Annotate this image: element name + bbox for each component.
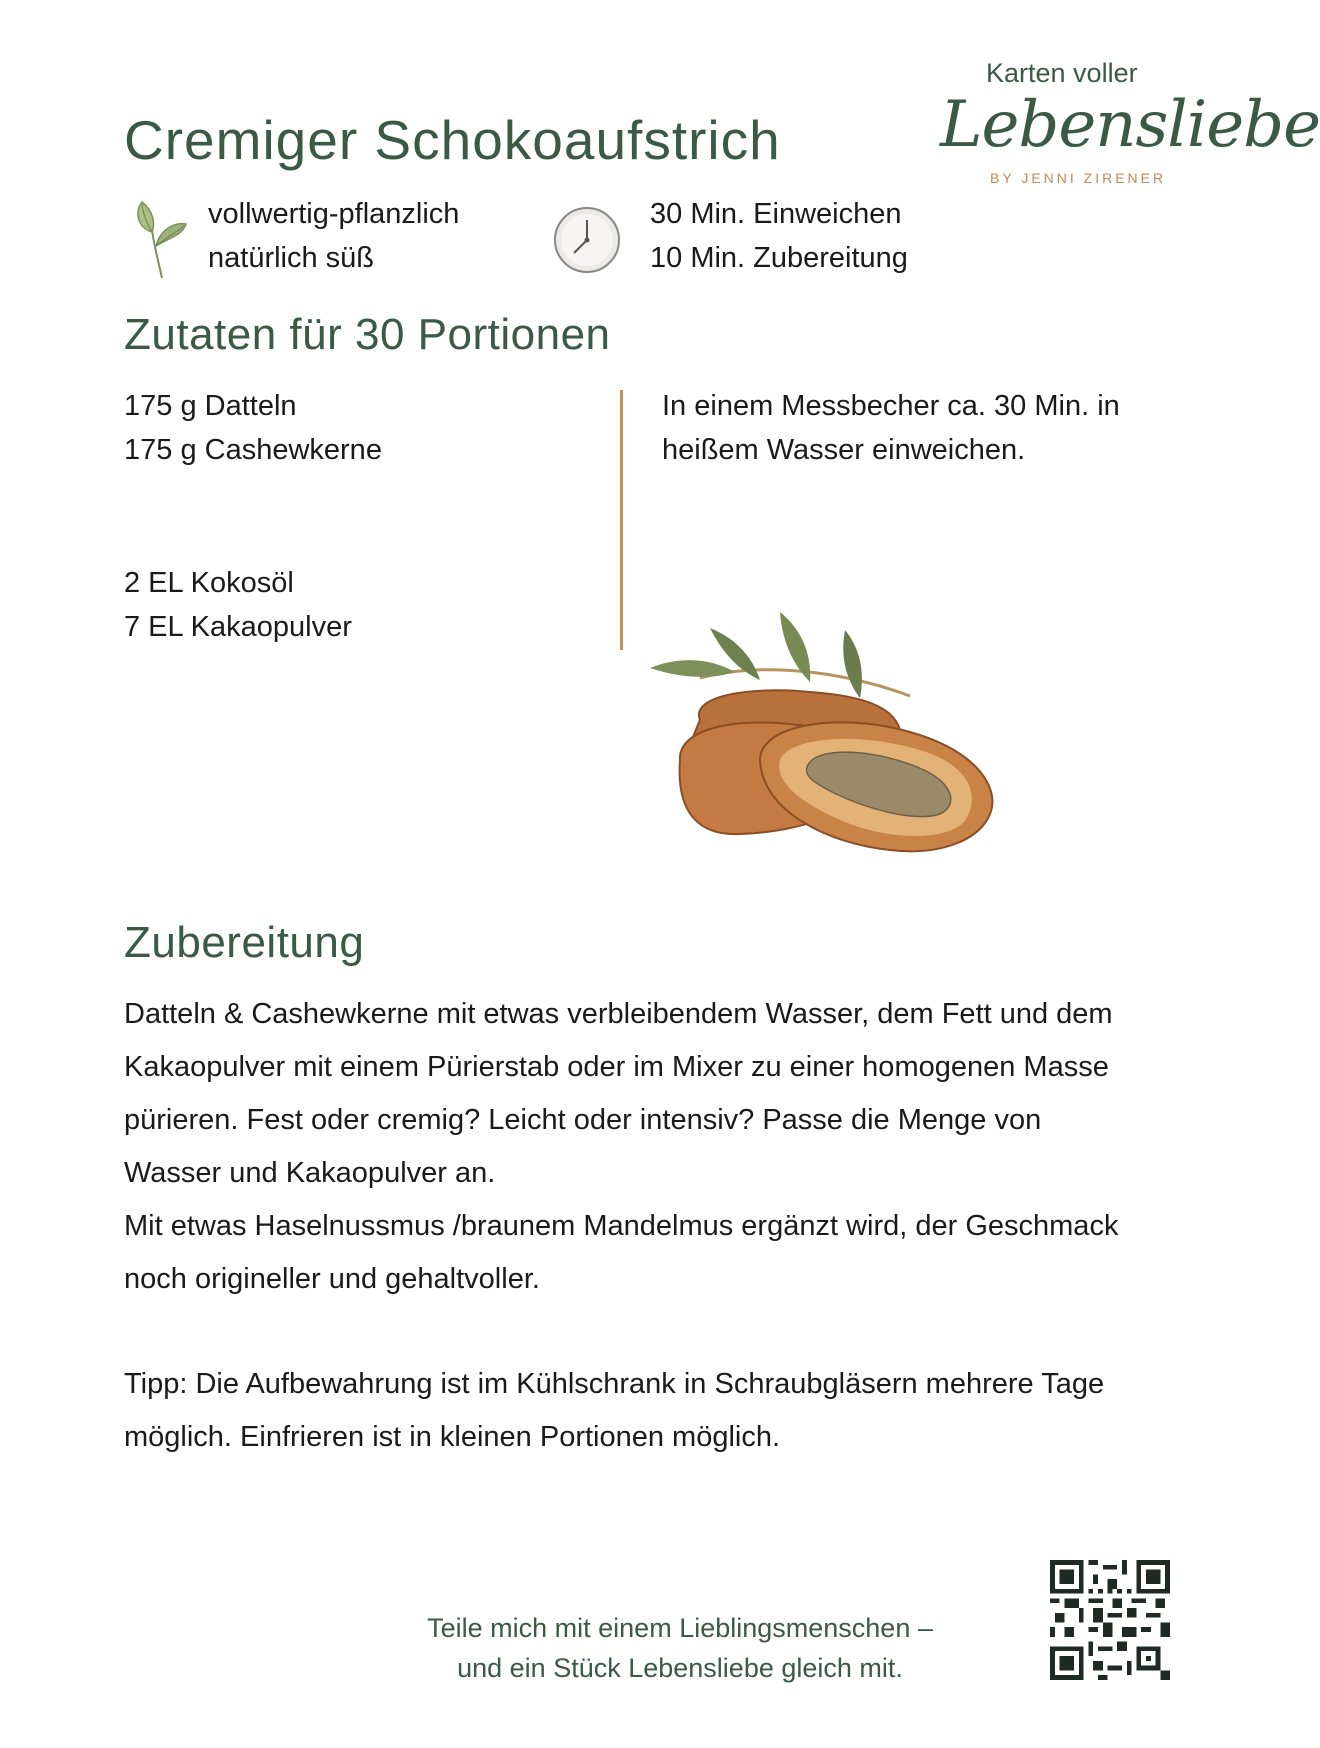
preparation-heading: Zubereitung [124, 918, 365, 967]
leaf-icon [132, 200, 188, 280]
brand-logo: Lebensliebe [940, 88, 1320, 162]
footer-line: Teile mich mit einem Lieblingsmenschen – [427, 1613, 933, 1643]
feature-soak-time: 30 Min. Einweichen [650, 198, 902, 230]
feature-prep-time: 10 Min. Zubereitung [650, 242, 908, 274]
clock-icon [552, 205, 622, 275]
ingredients-heading: Zutaten für 30 Portionen [124, 310, 611, 359]
qr-code[interactable] [1050, 1560, 1170, 1680]
dates-illustration [640, 600, 1040, 910]
brand-byline: BY JENNI ZIRENER [990, 170, 1167, 186]
ingredient-item: 2 EL Kokosöl [124, 567, 294, 599]
preparation-text [124, 988, 1134, 1306]
soak-step: In einem Messbecher ca. 30 Min. in heißem Wasser einweichen. [662, 390, 1120, 466]
ingredient-group-soak [124, 384, 382, 472]
storage-tip: Tipp: Die Aufbewahrung ist im Kühlschrank in Schraubgläsern mehrere Tage möglich. Einfrieren ist in kleinen Portionen möglich. [124, 1368, 1105, 1453]
feature-sweetness: natürlich süß [208, 242, 375, 274]
preparation-paragraph: Datteln & Cashewkerne mit etwas verbleibendem Wasser, dem Fett und dem Kakaopulver mit einem Pürierstab oder im Mixer zu einer homogenen Masse pürieren. Fest oder cremig? Leicht oder intensiv? Passe die Menge von Wasser und Kakaopulver an. [124, 998, 1113, 1189]
footer-message [260, 1608, 1100, 1688]
brand-tagline: Karten voller [986, 58, 1138, 88]
diet-features [208, 192, 459, 280]
ingredient-item: 7 EL Kakaopulver [124, 611, 352, 643]
ingredient-group-blend [124, 561, 352, 649]
recipe-title: Cremiger Schokoaufstrich [124, 109, 781, 171]
divider-line [620, 390, 623, 650]
feature-diet: vollwertig-pflanzlich [208, 198, 460, 230]
time-features [650, 192, 908, 280]
ingredient-item: 175 g Cashewkerne [124, 434, 382, 466]
footer-line: und ein Stück Lebensliebe gleich mit. [457, 1653, 903, 1683]
preparation-paragraph: Mit etwas Haselnussmus /braunem Mandelmus ergänzt wird, der Geschmack noch origineller und gehaltvoller. [124, 1210, 1119, 1295]
ingredient-item: 175 g Datteln [124, 390, 297, 422]
